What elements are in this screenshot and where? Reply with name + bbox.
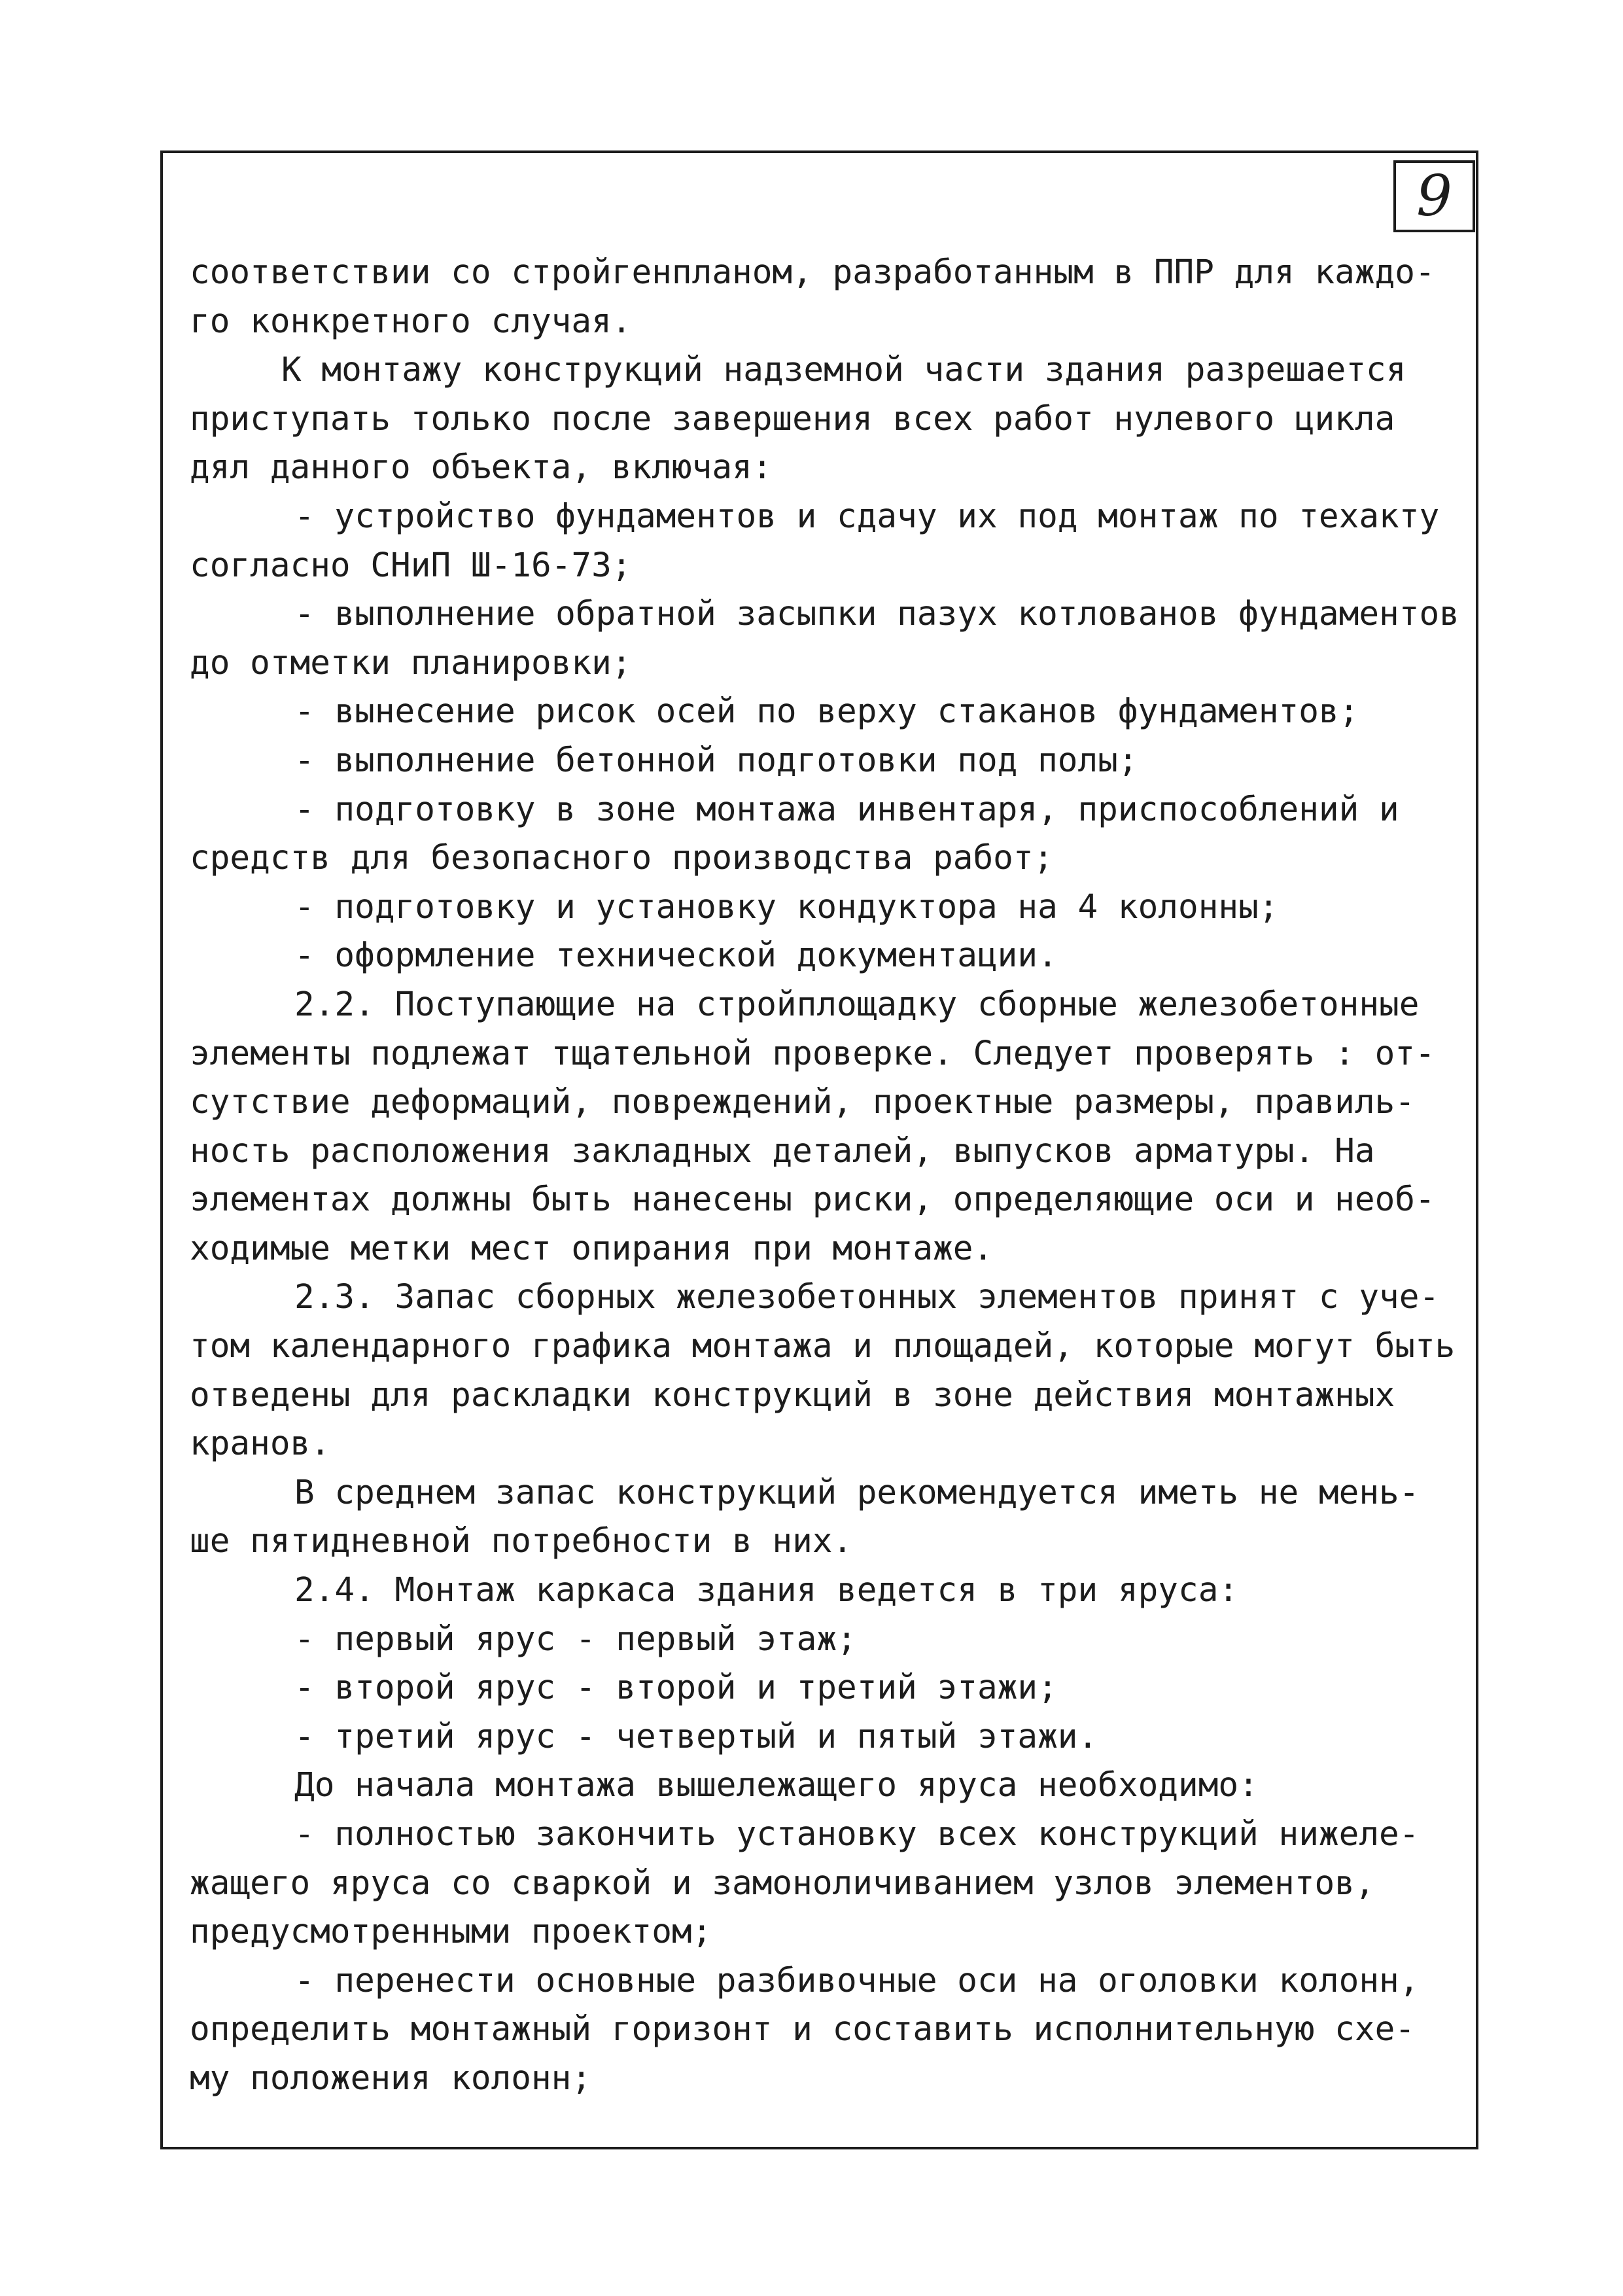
document-body	[190, 249, 1485, 2104]
text-line: кранов.	[190, 1424, 330, 1464]
section-2-2-start: 2.2. Поступающие на стройплощадку сборные железобетонные	[294, 985, 1420, 1024]
text-line: ше пятидневной потребности в них.	[190, 1522, 853, 1561]
text-line: дял данного объекта, включая:	[190, 448, 773, 487]
list-item: - первый ярус - первый этаж;	[294, 1619, 857, 1659]
text-line: до отметки планировки;	[190, 643, 632, 682]
list-item: - третий ярус - четвертый и пятый этажи.	[294, 1717, 1098, 1756]
paragraph-start: К монтажу конструкций надземной части здания разрешается	[281, 351, 1406, 390]
text-line: го конкретного случая.	[190, 302, 632, 341]
text-line: соответствии со стройгенпланом, разработанным в ППР для каждо-	[190, 253, 1435, 292]
section-2-3-start: 2.3. Запас сборных железобетонных элементов принят с уче-	[294, 1278, 1440, 1317]
paragraph-start: До начала монтажа вышележащего яруса необходимо:	[294, 1766, 1259, 1805]
section-2-4-start: 2.4. Монтаж каркаса здания ведется в три яруса:	[294, 1571, 1239, 1610]
list-item: - второй ярус - второй и третий этажи;	[294, 1669, 1058, 1708]
text-line: му положения колонн;	[190, 2058, 592, 2098]
text-line: элементы подлежат тщательной проверке. Следует проверять : от-	[190, 1034, 1435, 1073]
list-item: - полностью закончить установку всех конструкций нижеле-	[294, 1815, 1420, 1854]
list-item: - перенести основные разбивочные оси на оголовки колонн,	[294, 1961, 1420, 2000]
list-item: - оформление технической документации.	[294, 936, 1058, 976]
text-line: ходимые метки мест опирания при монтаже.	[190, 1229, 994, 1268]
paragraph-start: В среднем запас конструкций рекомендуется иметь не мень-	[294, 1473, 1420, 1512]
text-line: предусмотренными проектом;	[190, 1913, 712, 1952]
text-line: сутствие деформаций, повреждений, проектные размеры, правиль-	[190, 1083, 1415, 1122]
text-line: элементах должны быть нанесены риски, определяющие оси и необ-	[190, 1180, 1435, 1220]
text-line: согласно СНиП Ш-16-73;	[190, 546, 632, 585]
list-item: - подготовку и установку кондуктора на 4 колонны;	[294, 887, 1279, 927]
text-line: приступать только после завершения всех работ нулевого цикла	[190, 399, 1395, 438]
text-line: отведены для раскладки конструкций в зоне действия монтажных	[190, 1375, 1395, 1415]
text-line: том календарного графика монтажа и площадей, которые могут быть	[190, 1327, 1456, 1366]
text-line: определить монтажный горизонт и составить исполнительную схе-	[190, 2010, 1415, 2049]
list-item: - вынесение рисок осей по верху стаканов фундаментов;	[294, 692, 1359, 732]
text-line: средств для безопасного производства работ;	[190, 839, 1054, 878]
text-line: жащего яруса со сваркой и замоноличиванием узлов элементов,	[190, 1863, 1375, 1903]
list-item: - устройство фундаментов и сдачу их под монтаж по техакту	[294, 497, 1440, 536]
list-item: - подготовку в зоне монтажа инвентаря, приспособлений и	[294, 790, 1399, 829]
page-number: 9	[1393, 160, 1475, 232]
text-line: ность расположения закладных деталей, выпусков арматуры. На	[190, 1131, 1375, 1171]
list-item: - выполнение бетонной подготовки под полы;	[294, 741, 1138, 780]
list-item: - выполнение обратной засыпки пазух котлованов фундаментов	[294, 595, 1459, 634]
